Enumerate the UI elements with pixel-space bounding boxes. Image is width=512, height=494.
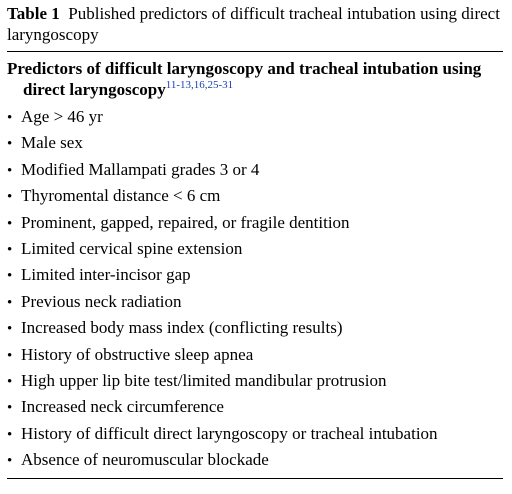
list-item [7, 104, 438, 130]
bullet-icon: • [7, 110, 13, 126]
list-item-text: Age > 46 yr [21, 107, 103, 126]
table-header-line2-wrap [7, 79, 507, 100]
list-item [7, 315, 438, 341]
list-item-text: Absence of neuromuscular blockade [21, 450, 269, 470]
list-item-text: History of obstructive sleep apnea [21, 344, 254, 364]
bullet-icon: • [7, 294, 13, 311]
table-column-header [7, 58, 507, 100]
table-header-line2: direct laryngoscopy [23, 80, 166, 99]
bullet-icon: • [7, 162, 13, 179]
list-item-text: High upper lip bite test/limited mandibular protrusion [21, 370, 387, 390]
list-item-text: Previous neck radiation [21, 291, 182, 311]
predictor-list [7, 104, 438, 473]
bullet-icon: • [7, 453, 13, 470]
list-item [7, 342, 438, 368]
reference-citation-link[interactable]: 11-13,16,25-31 [165, 79, 234, 91]
table-top-rule [7, 51, 503, 52]
bullet-icon: • [7, 373, 13, 390]
list-item-text: Male sex [21, 133, 83, 153]
list-item [7, 421, 438, 447]
list-item-text: Modified Mallampati grades 3 or 4 [21, 159, 260, 179]
list-item [7, 394, 438, 420]
bullet-icon: • [7, 136, 13, 153]
list-item [7, 447, 438, 473]
bullet-icon: • [7, 400, 13, 417]
table-bottom-rule [7, 478, 503, 479]
table-caption-text: Published predictors of difficult tracheal intubation using direct laryngoscopy [7, 4, 500, 44]
table-header-line1: Predictors of difficult laryngoscopy and tracheal intubation using [7, 59, 482, 78]
bullet-icon: • [7, 241, 13, 258]
list-item [7, 236, 438, 262]
list-item [7, 262, 438, 288]
table-caption-label: Table 1 [7, 4, 60, 23]
list-item [7, 157, 438, 183]
list-item [7, 183, 438, 209]
list-item-text: Prominent, gapped, repaired, or fragile dentition [21, 212, 350, 232]
bullet-icon: • [7, 347, 13, 364]
bullet-icon: • [7, 189, 13, 206]
table-caption [7, 3, 507, 45]
bullet-icon: • [7, 268, 13, 285]
list-item-text: Increased body mass index (conflicting results) [21, 318, 343, 338]
list-item [7, 289, 438, 315]
list-item [7, 368, 438, 394]
list-item-text: Thyromental distance < 6 cm [21, 186, 221, 206]
bullet-icon: • [7, 426, 13, 443]
list-item [7, 210, 438, 236]
list-item-text: Limited inter-incisor gap [21, 265, 191, 285]
list-item-text: Increased neck circumference [21, 397, 224, 417]
list-item-text: Limited cervical spine extension [21, 238, 243, 258]
list-item-text: History of difficult direct laryngoscopy or tracheal intubation [21, 423, 438, 443]
list-item [7, 130, 438, 156]
bullet-icon: • [7, 215, 13, 232]
bullet-icon: • [7, 321, 13, 338]
